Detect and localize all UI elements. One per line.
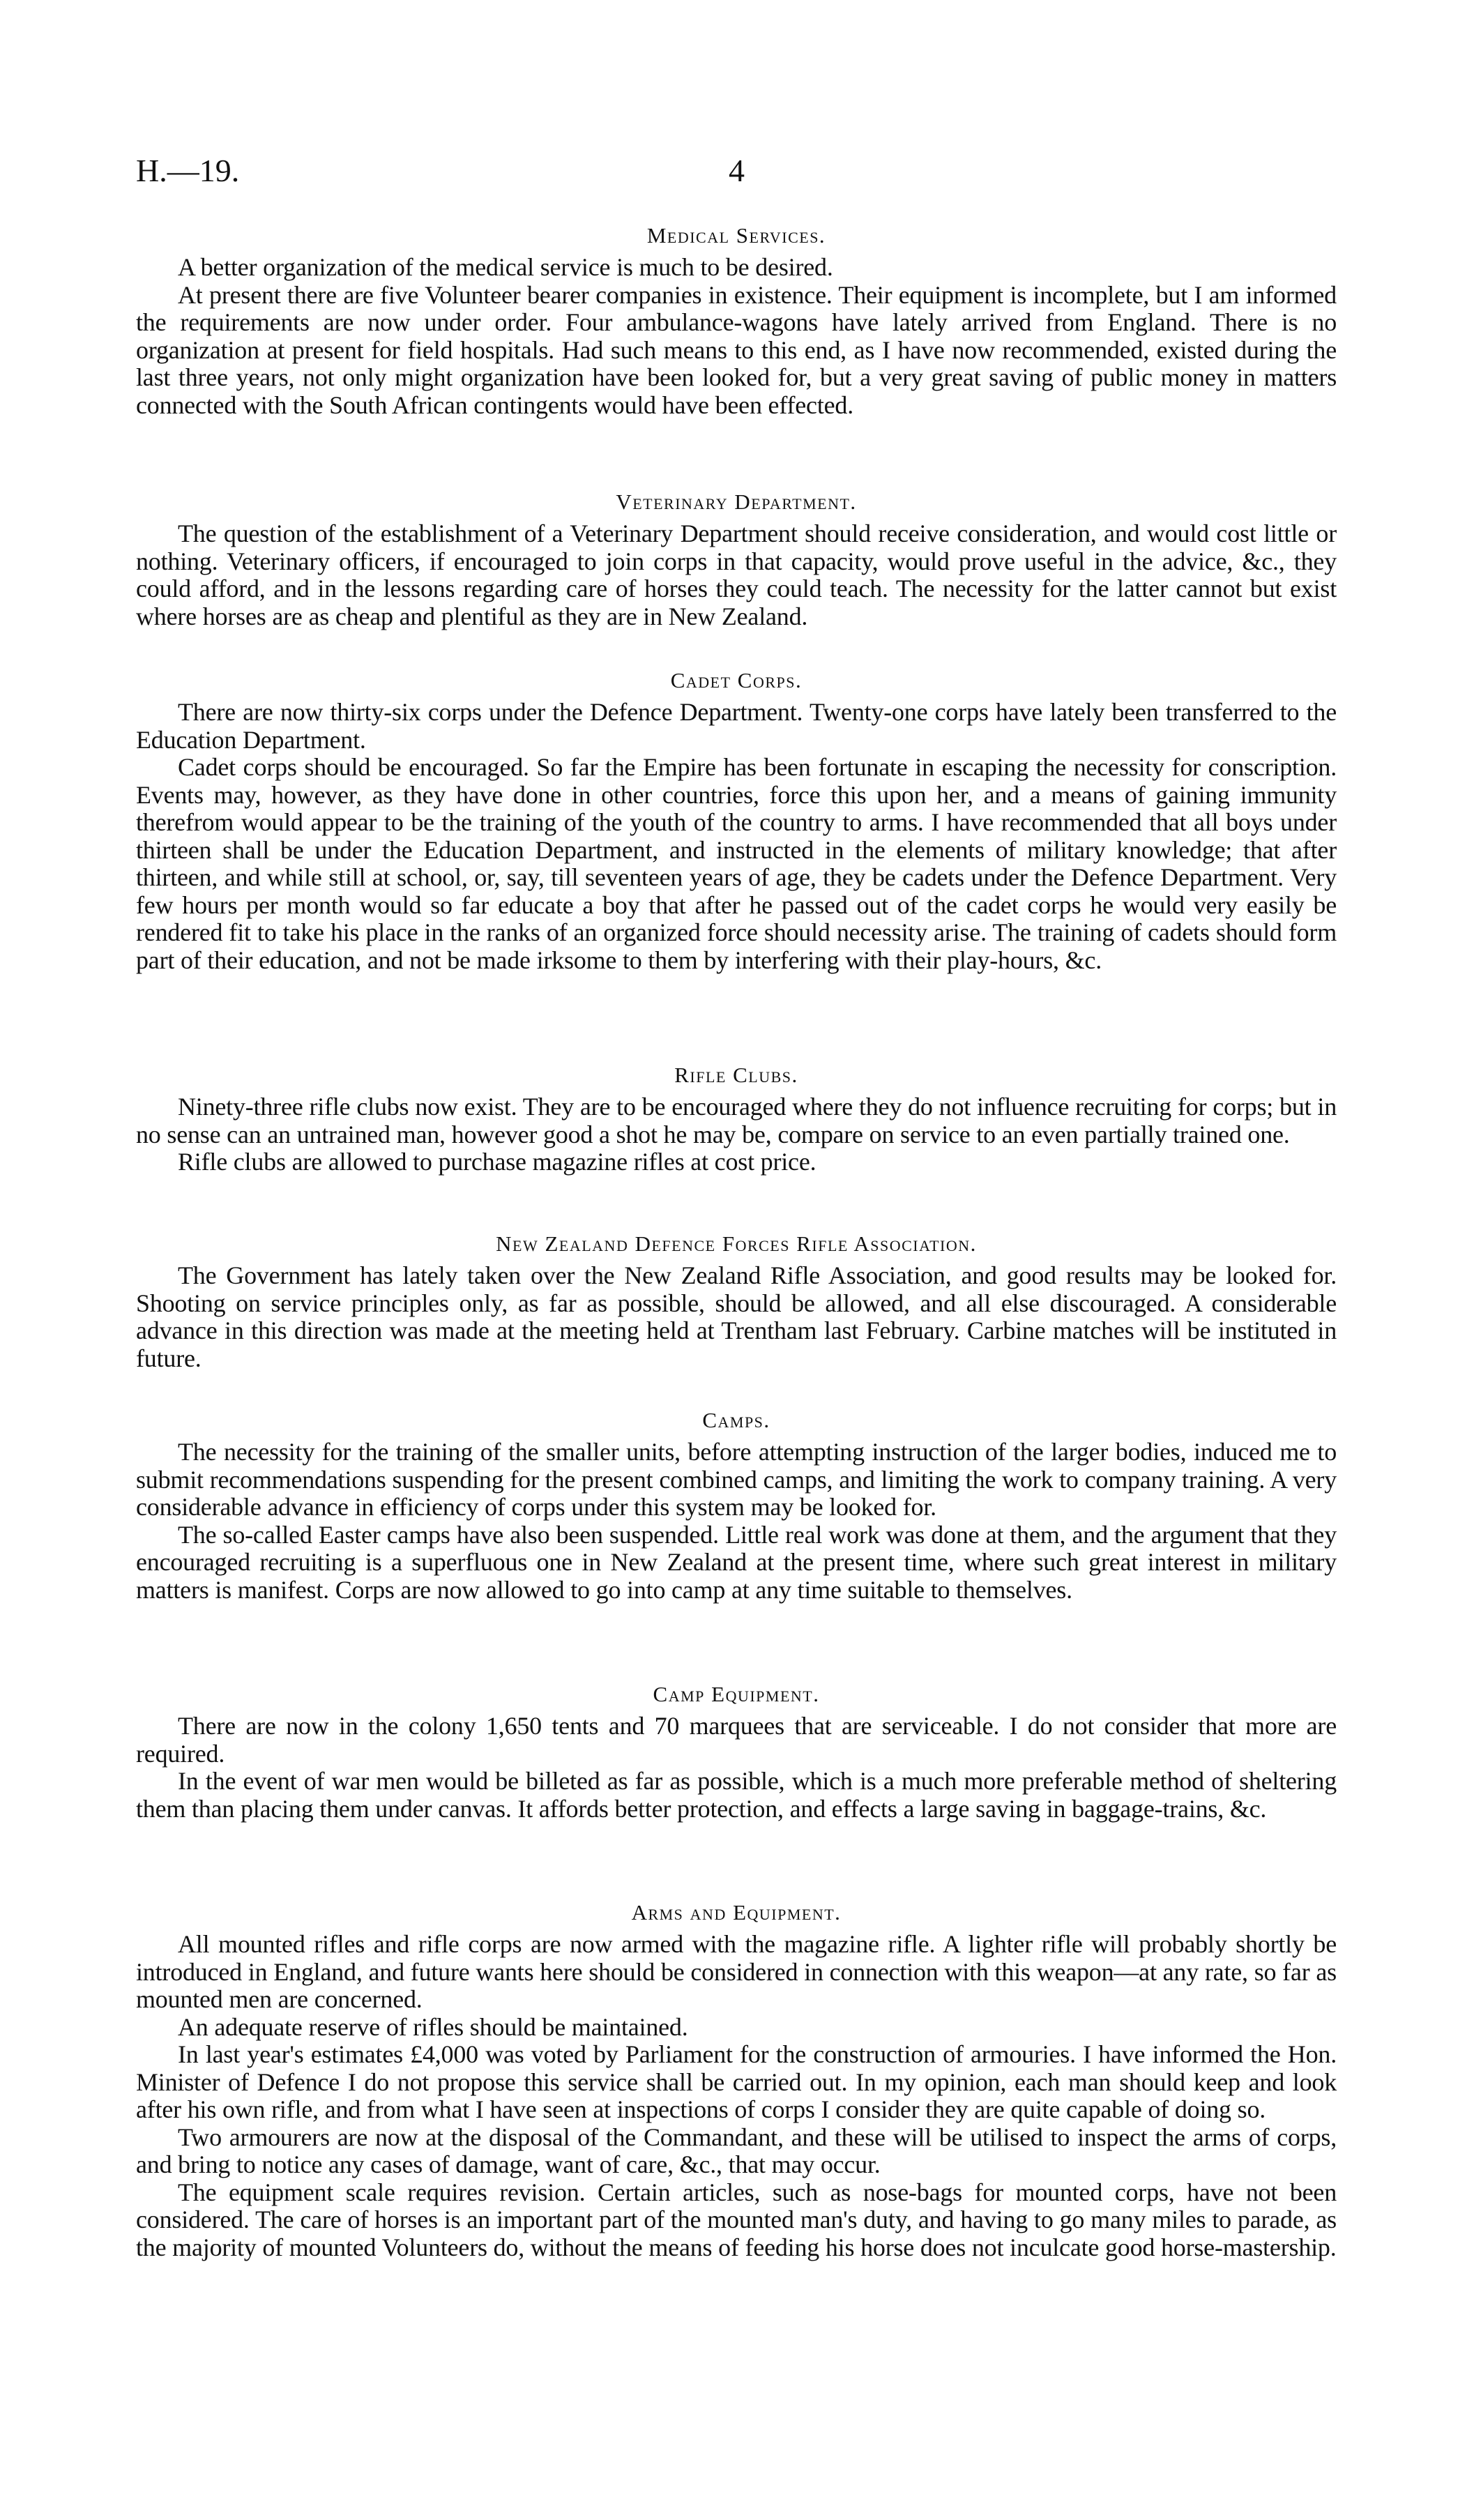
paragraph: Cadet corps should be encouraged. So far the Empire has been fortunate in escaping the necessity for conscription. Events may, however, as they have done in other countries, force this upon her, and a means of gaining immunity therefrom would appear to be the training of the youth of the country to arms. I have recommended that all boys under thirteen shall be under the Education Department, and instructed in the elements of military knowledge; that after thirteen, and while still at school, or, say, till seventeen years of age, they be cadets under the Defence Department. Very few hours per month would so far educate a boy that after he passed out of the cadet corps he would very easily be rendered fit to take his place in the ranks of an organized force should necessity arise. The training of cadets should form part of their education, and not be made irksome to them by interfering with their play-hours, &c. [136, 753, 1337, 974]
paragraph: The question of the establishment of a Veterinary Department should receive consideration, and would cost little or nothing. Veterinary officers, if encouraged to join corps in that capacity, would prove useful in the advice, &c., they could afford, and in the lessons regarding care of horses they could teach. The necessity for the latter cannot but exist where horses are as cheap and plentiful as they are in New Zealand. [136, 519, 1337, 630]
paragraph: The equipment scale requires revision. Certain articles, such as nose-bags for mounted corps, have not been considered. The care of horses is an important part of the mounted man's duty, and having to go many miles to parade, as the majority of mounted Volunteers do, without the means of feeding his horse does not inculcate good horse-mastership. [136, 2178, 1337, 2261]
paragraph: Two armourers are now at the disposal of the Commandant, and these will be utilised to inspect the arms of corps, and bring to notice any cases of damage, want of care, &c., that may occur. [136, 2123, 1337, 2178]
paragraph: Rifle clubs are allowed to purchase magazine rifles at cost price. [178, 1148, 816, 1176]
section-heading: New Zealand Defence Forces Rifle Association. [496, 1231, 977, 1256]
section-heading: Veterinary Department. [616, 489, 857, 514]
section-camp-equipment [136, 1680, 1337, 1823]
paragraph: The so-called Easter camps have also been suspended. Little real work was done at them, and the argument that they encouraged recruiting is a superfluous one in New Zealand at the present time, where such great interest in military matters is manifest. Corps are now allowed to go into camp at any time suitable to themselves. [136, 1520, 1337, 1604]
section-heading: Camp Equipment. [653, 1682, 820, 1706]
page-number: 4 [729, 153, 745, 188]
paragraph: The Government has lately taken over the New Zealand Rifle Association, and good results may be looked for. Shooting on service principles only, as far as possible, should be allowed, and all else discouraged. A considerable advance in this direction was made at the meeting held at Trentham last February. Carbine matches will be instituted in future. [136, 1261, 1337, 1372]
paragraph: An adequate reserve of rifles should be maintained. [178, 2012, 688, 2041]
section-rifle-clubs [136, 1061, 1337, 1176]
section-camps [136, 1406, 1337, 1604]
section-veterinary-department [136, 488, 1337, 630]
section-heading: Rifle Clubs. [674, 1063, 798, 1087]
paragraph: The necessity for the training of the smaller units, before attempting instruction of the larger bodies, induced me to submit recommendations suspending for the present combined camps, and limiting the work to company training. A very considerable advance in efficiency of corps under this system may be looked for. [136, 1438, 1337, 1521]
paragraph: A better organization of the medical service is much to be desired. [178, 253, 833, 281]
section-arms-and-equipment [136, 1899, 1337, 2261]
section-heading: Cadet Corps. [670, 668, 803, 692]
paragraph: There are now thirty-six corps under the Defence Department. Twenty-one corps have lately been transferred to the Education Department. [136, 698, 1337, 754]
section-heading: Medical Services. [646, 223, 826, 248]
section-medical-services [136, 222, 1337, 419]
paragraph: In last year's estimates £4,000 was voted by Parliament for the construction of armouries. I have informed the Hon. Minister of Defence I do not propose this service shall be carried out. In my opinion, each man should keep and look after his own rifle, and from what I have seen at inspections of corps I consider they are quite capable of doing so. [136, 2040, 1337, 2123]
document-reference: H.—19. [136, 153, 240, 188]
paragraph: There are now in the colony 1,650 tents and 70 marquees that are serviceable. I do not consider that more are required. [136, 1712, 1337, 1768]
section-heading: Camps. [702, 1408, 770, 1432]
section-cadet-corps [136, 667, 1337, 974]
paragraph: All mounted rifles and rifle corps are now armed with the magazine rifle. A lighter rifle will probably shortly be introduced in England, and future wants here should be considered in connection with this weapon—at any rate, so far as mounted men are concerned. [136, 1930, 1337, 2013]
paragraph: Ninety-three rifle clubs now exist. They are to be encouraged where they do not influence recruiting for corps; but in no sense can an untrained man, however good a shot he may be, compare on service to an even partially trained one. [136, 1093, 1337, 1148]
paragraph: In the event of war men would be billeted as far as possible, which is a much more preferable method of sheltering them than placing them under canvas. It affords better protection, and effects a large saving in baggage-trains, &c. [136, 1767, 1337, 1823]
section-heading: Arms and Equipment. [631, 1900, 842, 1925]
paragraph: At present there are five Volunteer bearer companies in existence. Their equipment is incomplete, but I am informed the requirements are now under order. Four ambulance-wagons have lately arrived from England. There is no organization at present for field hospitals. Had such means to this end, as I have now recommended, existed during the last three years, not only might organization have been looked for, but a very great saving of public money in matters connected with the South African contingents would have been effected. [136, 280, 1337, 419]
section-rifle-association [136, 1230, 1337, 1372]
